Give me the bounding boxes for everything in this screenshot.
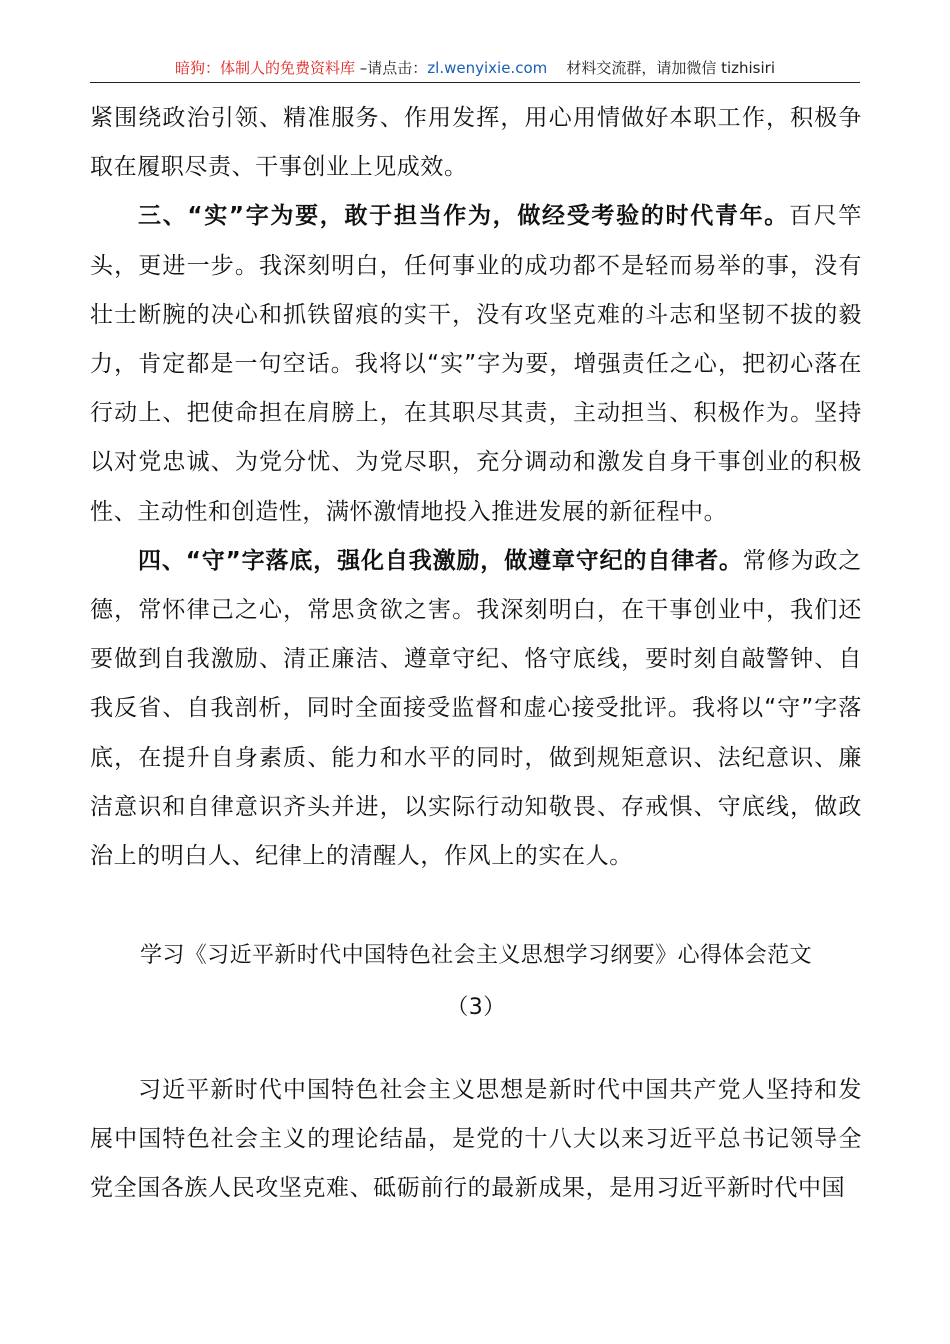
header-brand: 暗狗：体制人的免费资料库 <box>175 59 356 77</box>
essay-title-line-1: 学习《习近平新时代中国特色社会主义思想学习纲要》心得体会范文 <box>139 943 812 968</box>
header-url-link[interactable]: zl.wenyixie.com <box>427 59 548 77</box>
paragraph-point-3 <box>90 192 862 536</box>
header-group-note: 材料交流群，请加微信 tizhisiri <box>566 59 775 77</box>
paragraph-point-4 <box>90 537 862 881</box>
point-4-heading: 四、“守”字落底，强化自我激励，做遵章守纪的自律者。 <box>138 547 743 574</box>
point-3-body: 百尺竿头，更进一步。我深刻明白，任何事业的成功都不是轻而易举的事，没有壮士断腕的决心和抓铁留痕的实干，没有攻坚克难的斗志和坚韧不拔的毅力，肯定都是一句空话。我将以“实”字为要，增强责任之心，把初心落在行动上、把使命担在肩膀上，在其职尽其责，主动担当、积极作为。坚持以对党忠诚、为党分忧、为党尽职，充分调动和激发自身干事创业的积极性、主动性和创造性，满怀激情地投入推进发展的新征程中。 <box>90 203 862 525</box>
header-spacer <box>547 59 566 77</box>
paragraph-continuation: 紧围绕政治引领、精准服务、作用发挥，用心用情做好本职工作，积极争取在履职尽责、干事创业上见成效。 <box>90 105 862 181</box>
point-3-heading: 三、“实”字为要，敢于担当作为，做经受考验的时代青年。 <box>138 203 789 230</box>
essay-title <box>90 930 862 1034</box>
paragraph-essay-intro: 习近平新时代中国特色社会主义思想是新时代中国共产党人坚持和发展中国特色社会主义的理论结晶，是党的十八大以来习近平总书记领导全党全国各族人民攻坚克难、砥砺前行的最新成果，是用习近平新时代中国 <box>90 1077 862 1202</box>
essay-title-line-2: （3） <box>446 995 506 1020</box>
header-click-prompt: –请点击： <box>355 59 428 77</box>
body-section-essay-3 <box>90 1066 862 1214</box>
page-header <box>90 56 860 83</box>
point-4-body: 常修为政之德，常怀律己之心，常思贪欲之害。我深刻明白，在干事创业中，我们还要做到自我激励、清正廉洁、遵章守纪、恪守底线，要时刻自敲警钟、自我反省、自我剖析，同时全面接受监督和虚心接受批评。我将以“守”字落底，在提升自身素质、能力和水平的同时，做到规矩意识、法纪意识、廉洁意识和自律意识齐头并进，以实际行动知敬畏、存戒惧、守底线，做政治上的明白人、纪律上的清醒人，作风上的实在人。 <box>90 547 862 870</box>
body-section-top <box>90 94 862 881</box>
